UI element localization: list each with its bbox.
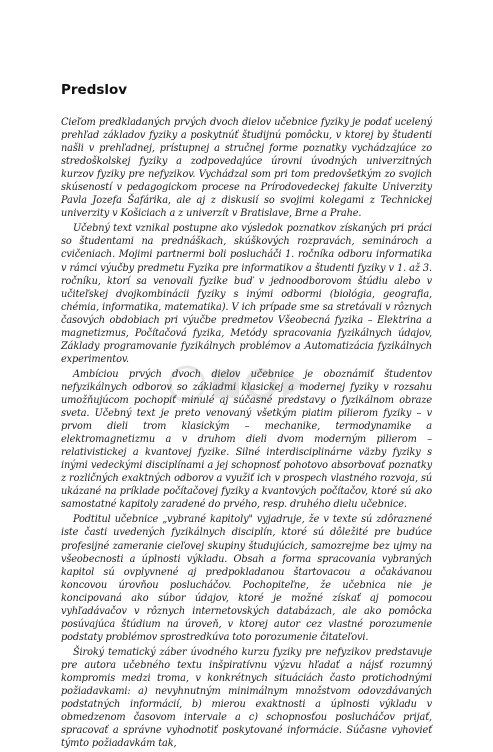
paragraph: Cieľom predkladaných prvých dvoch dielov učebnice fyziky je podať ucelený prehľad základov fyziky a poskytnúť študijnú pomôcku, v ktorej by študenti našli v prehľadnej, prístupnej a stručnej forme poznatky vychádzajúce zo stredoškolskej fyziky a zodpovedajúce úrovni úvodných univerzitných kurzov fyziky pre nefyzikov. Vychádzal som pri tom predovšetkým zo svojich skúseností v pedagogickom procese na Prírodovedeckej fakulte Univerzity Pavla Jozefa Šafárika, ale aj z diskusií so svojimi kolegami z Technickej univerzity v Košiciach a z univerzít v Bratislave, Brne a Prahe.	[61, 117, 432, 220]
paragraph: Ambíciou prvých dvoch dielov učebnice je oboznámiť študentov nefyzikálnych odborov so základmi klasickej a modernej fyziky v rozsahu umožňujúcom pochopiť minulé aj súčasné predstavy o fyzikálnom obraze sveta. Učebný text je preto venovaný všetkým piatim pilierom fyziky – v prvom dieli trom klasickým – mechanike, termodynamike a elektromagnetizmu a v druhom dieli dvom moderným pilierom – relativistickej a kvantovej fyzike. Silné interdisciplinárne väzby fyziky s inými vedeckými disciplínami a jej schopnosť pohotovo absorbovať poznatky z rozličných exaktných odborov a využiť ich v prospech vlastného rozvoja, sú ukázané na príklade počítačovej fyziky a kvantových počítačov, ktoré sú ako samostatné kapitoly zaradené do prvého, resp. druhého dielu učebnice.	[61, 368, 432, 511]
paragraph: Učebný text vznikal postupne ako výsledok poznatkov získaných pri práci so študentami na prednáškach, skúškových rozpravách, seminároch a cvičeniach. Mojimi partnermi boli poslucháči 1. ročníka odboru informatika v rámci výučby predmetu Fyzika pre informatikov a študenti fyziky v 1. až 3. ročníku, ktorí sa venovali fyzike buď v jednoodborovom štúdiu alebo v učiteľskej dvojkombinácii fyziky s inými odbormi (biológia, geografia, chémia, informatika, matematika). V ich prípade sme sa stretávali v rôznych časových obdobiach pri výučbe predmetov Všeobecná fyzika – Elektrina a magnetizmus, Počítačová fyzika, Metódy spracovania fyzikálnych údajov, Základy programovanie fyzikálnych problémov a Automatizácia fyzikálnych experimentov.	[61, 223, 432, 365]
watermark-logo	[165, 360, 325, 408]
paragraph: Široký tematický záber úvodného kurzu fyziky pre nefyzikov predstavuje pre autora učebného textu inšpiratívnu výzvu hľadať a nájsť rozumný kompromis medzi troma, v konkrétnych situáciách často protichodnými požiadavkami: a) nevyhnutným minimálnym množstvom odovzdávaných podstatných informácií, b) mierou exaktnosti a úplnosti výkladu v obmedzenom časovom intervale a c) schopnosťou poslucháčov prijať, spracovať a správne vyhodnotiť poskytované informácie. Súčasne vyhovieť týmto požiadavkám tak,	[61, 646, 432, 750]
paragraph: Podtitul učebnice „vybrané kapitoly" vyjadruje, že v texte sú zdôraznené iste časti uvedených fyzikálnych disciplín, ktoré sú dôležité pre budúce profesijné zameranie cieľovej skupiny študujúcich, samozrejme bez ujmy na všeobecnosti a úplnosti výkladu. Obsah a forma spracovania vybraných kapitol sú ovplyvnené aj predpokladanou štartovacou a očakávanou koncovou úrovňou poslucháčov. Pochopiteľne, že učebnica nie je koncipovaná ako súbor údajov, ktoré je možné získať aj pomocou vyhľadávačov v rôznych internetovských databázach, ale ako pomôcka posúvajúca štúdium na úroveň, v ktorej autor cez vlastné porozumenie podstaty problémov sprostredkúva toto porozumenie čitateľovi.	[61, 514, 432, 643]
preface-body	[61, 116, 432, 752]
page-title: Predslov	[61, 82, 128, 98]
